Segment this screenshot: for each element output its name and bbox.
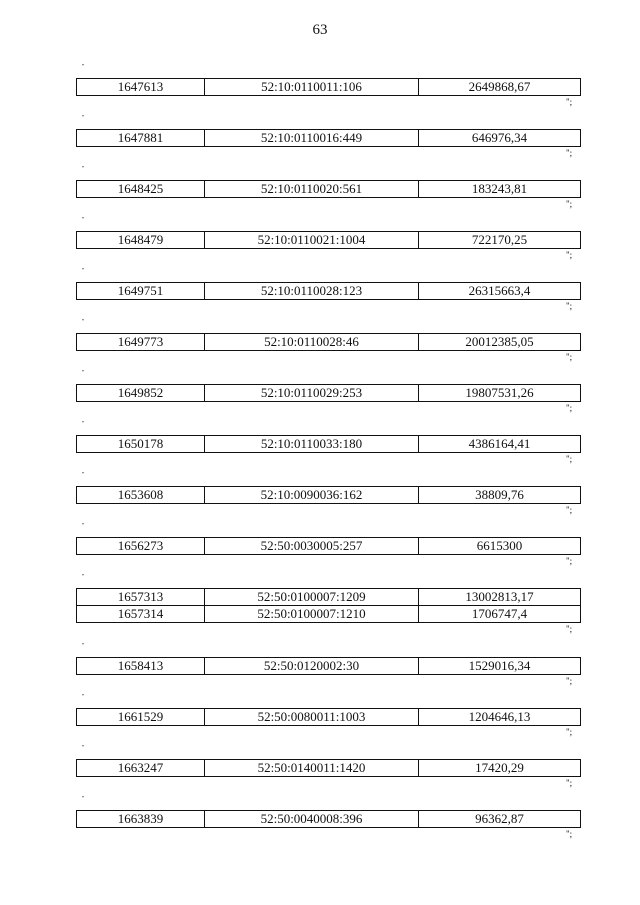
table-row: [77, 811, 581, 828]
record-number-cell: 1658413: [77, 658, 205, 675]
closing-quote-mark: ";: [566, 676, 573, 686]
page-number: 63: [312, 22, 328, 38]
closing-quote-mark: ";: [566, 624, 573, 634]
opening-quote-mark: ": [82, 796, 85, 802]
table-row: [77, 181, 581, 198]
record-number-cell: 1648479: [77, 232, 205, 249]
record-number-cell: 1663839: [77, 811, 205, 828]
cadastral-value-cell: 17420,29: [419, 760, 581, 777]
record-number-cell: 1663247: [77, 760, 205, 777]
opening-quote-mark: ": [82, 370, 85, 376]
closing-quote-mark: ";: [566, 148, 573, 158]
table-row: [77, 538, 581, 555]
cadastral-value-cell: 20012385,05: [419, 334, 581, 351]
record-table: [76, 231, 581, 249]
closing-quote-mark: ";: [566, 301, 573, 311]
closing-quote-mark: ";: [566, 403, 573, 413]
table-row: [77, 436, 581, 453]
closing-quote-mark: ";: [566, 505, 573, 515]
record-number-cell: 1656273: [77, 538, 205, 555]
closing-quote-mark: ";: [566, 454, 573, 464]
table-row: [77, 487, 581, 504]
opening-quote-mark: ": [82, 319, 85, 325]
opening-quote-mark: ": [82, 574, 85, 580]
record-table: [76, 384, 581, 402]
closing-quote-mark: ";: [566, 199, 573, 209]
opening-quote-mark: ": [82, 694, 85, 700]
cadastral-number-cell: 52:50:0030005:257: [205, 538, 419, 555]
record-table: [76, 129, 581, 147]
cadastral-value-cell: 183243,81: [419, 181, 581, 198]
cadastral-number-cell: 52:10:0110011:106: [205, 79, 419, 96]
table-row: [77, 334, 581, 351]
record-number-cell: 1649852: [77, 385, 205, 402]
cadastral-number-cell: 52:10:0110020:561: [205, 181, 419, 198]
table-row: [77, 606, 581, 623]
record-table: [76, 180, 581, 198]
table-row: [77, 283, 581, 300]
record-table: [76, 435, 581, 453]
opening-quote-mark: ": [82, 166, 85, 172]
cadastral-number-cell: 52:50:0140011:1420: [205, 760, 419, 777]
opening-quote-mark: ": [82, 643, 85, 649]
record-number-cell: 1661529: [77, 709, 205, 726]
table-row: [77, 385, 581, 402]
cadastral-number-cell: 52:10:0110016:449: [205, 130, 419, 147]
cadastral-value-cell: 4386164,41: [419, 436, 581, 453]
cadastral-value-cell: 1706747,4: [419, 606, 581, 623]
cadastral-value-cell: 2649868,67: [419, 79, 581, 96]
table-row: [77, 709, 581, 726]
cadastral-number-cell: 52:10:0110029:253: [205, 385, 419, 402]
cadastral-value-cell: 19807531,26: [419, 385, 581, 402]
closing-quote-mark: ";: [566, 778, 573, 788]
cadastral-number-cell: 52:10:0090036:162: [205, 487, 419, 504]
cadastral-value-cell: 646976,34: [419, 130, 581, 147]
cadastral-number-cell: 52:10:0110028:123: [205, 283, 419, 300]
cadastral-number-cell: 52:50:0120002:30: [205, 658, 419, 675]
opening-quote-mark: ": [82, 115, 85, 121]
opening-quote-mark: ": [82, 523, 85, 529]
cadastral-value-cell: 1529016,34: [419, 658, 581, 675]
cadastral-value-cell: 26315663,4: [419, 283, 581, 300]
record-table: [76, 588, 581, 623]
cadastral-value-cell: 6615300: [419, 538, 581, 555]
cadastral-number-cell: 52:50:0100007:1210: [205, 606, 419, 623]
record-number-cell: 1657314: [77, 606, 205, 623]
cadastral-value-cell: 722170,25: [419, 232, 581, 249]
record-number-cell: 1650178: [77, 436, 205, 453]
cadastral-number-cell: 52:10:0110021:1004: [205, 232, 419, 249]
closing-quote-mark: ";: [566, 829, 573, 839]
record-table: [76, 282, 581, 300]
table-row: [77, 232, 581, 249]
cadastral-value-cell: 38809,76: [419, 487, 581, 504]
opening-quote-mark: ": [82, 217, 85, 223]
table-row: [77, 130, 581, 147]
record-table: [76, 708, 581, 726]
record-table: [76, 486, 581, 504]
record-table: [76, 759, 581, 777]
cadastral-value-cell: 13002813,17: [419, 589, 581, 606]
record-number-cell: 1647881: [77, 130, 205, 147]
cadastral-number-cell: 52:50:0040008:396: [205, 811, 419, 828]
opening-quote-mark: ": [82, 64, 85, 70]
record-table: [76, 78, 581, 96]
cadastral-value-cell: 1204646,13: [419, 709, 581, 726]
table-row: [77, 79, 581, 96]
record-number-cell: 1649773: [77, 334, 205, 351]
record-table: [76, 333, 581, 351]
record-number-cell: 1649751: [77, 283, 205, 300]
record-number-cell: 1648425: [77, 181, 205, 198]
closing-quote-mark: ";: [566, 352, 573, 362]
cadastral-number-cell: 52:50:0100007:1209: [205, 589, 419, 606]
record-number-cell: 1657313: [77, 589, 205, 606]
cadastral-number-cell: 52:10:0110033:180: [205, 436, 419, 453]
closing-quote-mark: ";: [566, 250, 573, 260]
record-table: [76, 657, 581, 675]
table-row: [77, 760, 581, 777]
record-number-cell: 1653608: [77, 487, 205, 504]
closing-quote-mark: ";: [566, 97, 573, 107]
table-row: [77, 589, 581, 606]
closing-quote-mark: ";: [566, 727, 573, 737]
record-number-cell: 1647613: [77, 79, 205, 96]
record-table: [76, 537, 581, 555]
table-row: [77, 658, 581, 675]
opening-quote-mark: ": [82, 472, 85, 478]
opening-quote-mark: ": [82, 268, 85, 274]
closing-quote-mark: ";: [566, 556, 573, 566]
record-table: [76, 810, 581, 828]
opening-quote-mark: ": [82, 421, 85, 427]
opening-quote-mark: ": [82, 745, 85, 751]
cadastral-number-cell: 52:50:0080011:1003: [205, 709, 419, 726]
cadastral-number-cell: 52:10:0110028:46: [205, 334, 419, 351]
cadastral-value-cell: 96362,87: [419, 811, 581, 828]
